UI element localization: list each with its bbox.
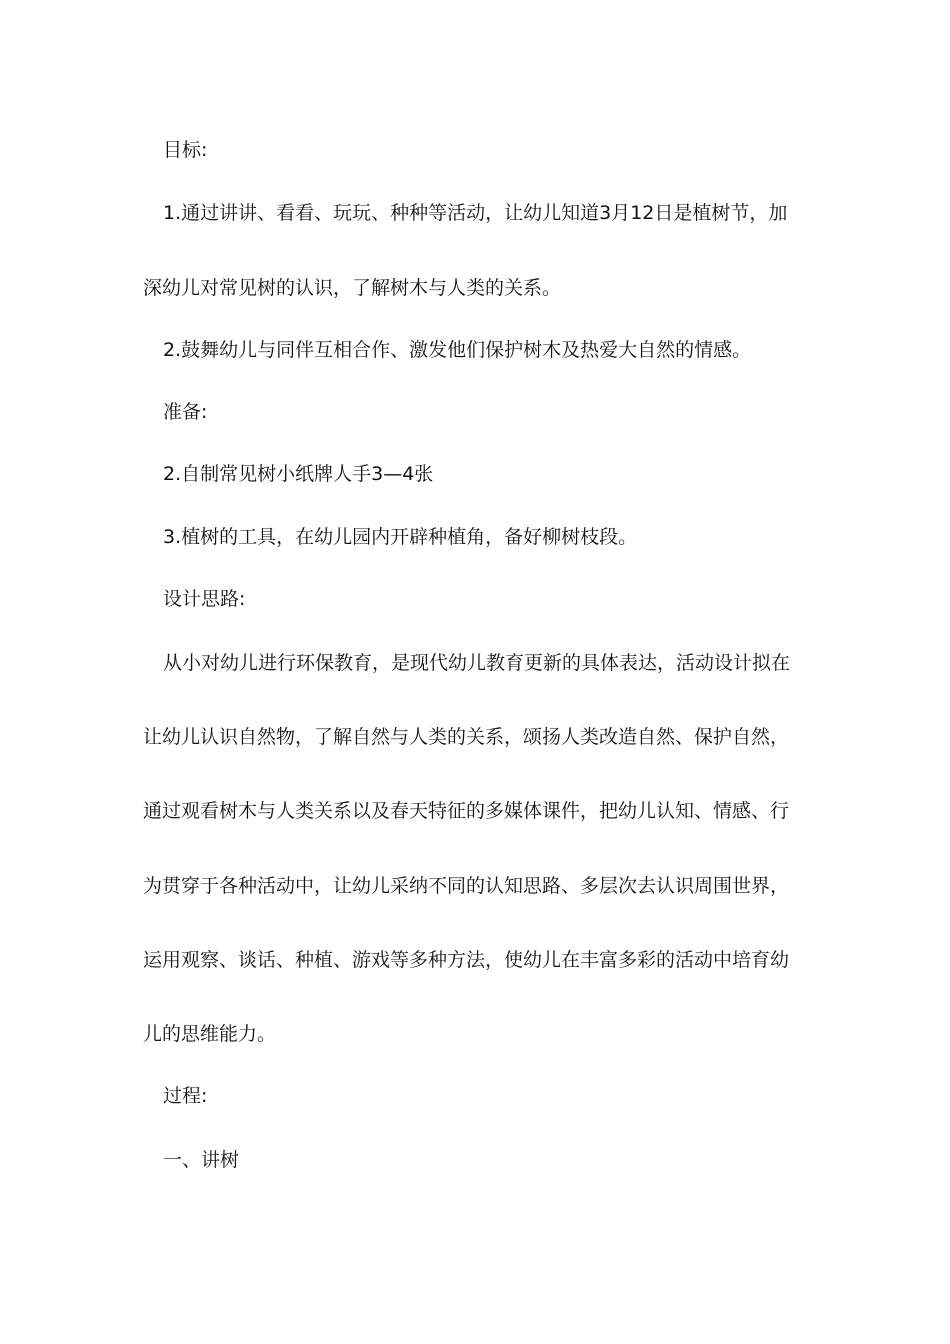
prep-item-2: 2.自制常见树小纸牌人手3—4张	[163, 463, 434, 485]
design-line-6: 儿的思维能力。	[143, 1023, 277, 1045]
process-step-1: 一、讲树	[163, 1149, 240, 1171]
design-line-4: 为贯穿于各种活动中，让幼儿采纳不同的认知思路、多层次去认识周围世界，	[143, 875, 790, 897]
goal-1-line-2: 深幼儿对常见树的认识，了解树木与人类的关系。	[143, 277, 562, 299]
design-heading: 设计思路:	[163, 588, 246, 610]
design-line-3: 通过观看树木与人类关系以及春天特征的多媒体课件，把幼儿认知、情感、行	[143, 800, 790, 822]
goal-2: 2.鼓舞幼儿与同伴互相合作、激发他们保护树木及热爱大自然的情感。	[163, 339, 752, 361]
prep-heading: 准备:	[163, 401, 208, 423]
goal-heading: 目标:	[163, 139, 208, 161]
design-line-2: 让幼儿认识自然物，了解自然与人类的关系，颂扬人类改造自然、保护自然，	[143, 726, 790, 748]
design-line-1: 从小对幼儿进行环保教育，是现代幼儿教育更新的具体表达，活动设计拟在	[163, 652, 791, 674]
process-heading: 过程:	[163, 1085, 208, 1107]
prep-item-3: 3.植树的工具，在幼儿园内开辟种植角，备好柳树枝段。	[163, 526, 638, 548]
goal-1-line-1: 1.通过讲讲、看看、玩玩、种种等活动，让幼儿知道3月12日是植树节，加	[163, 202, 788, 224]
design-line-5: 运用观察、谈话、种植、游戏等多种方法，使幼儿在丰富多彩的活动中培育幼	[143, 949, 790, 971]
